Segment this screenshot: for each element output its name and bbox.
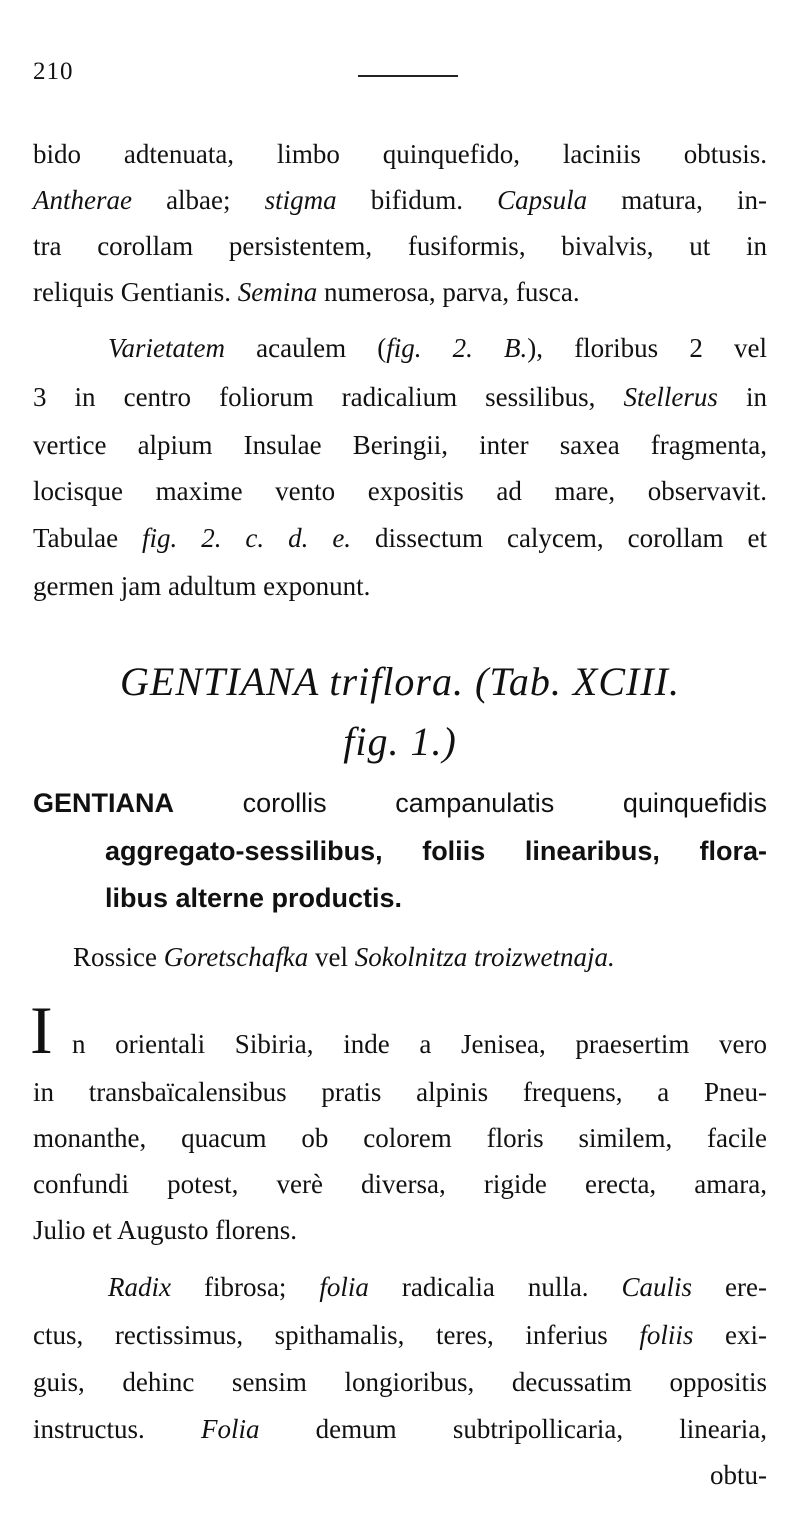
habitat-line-1: n orientali Sibiria, inde a Jenisea, praesertim vero — [72, 1029, 767, 1059]
variety-line-2: 3 in centro foliorum radicalium sessilibus, Stellerus in — [33, 382, 767, 412]
variety-line-3: vertice alpium Insulae Beringii, inter saxea fragmenta, — [33, 430, 767, 460]
diagnosis-line-3: libus alterne productis. — [105, 883, 403, 913]
header-rule — [358, 75, 458, 77]
intro-line-2: Antherae albae; stigma bifidum. Capsula matura, in- — [33, 185, 767, 215]
intro-line-1: bido adtenuata, limbo quinquefido, laciniis obtusis. — [33, 139, 767, 169]
catchword: obtu- — [710, 1460, 767, 1490]
diagnosis-line-2: aggregato-sessilibus, foliis linearibus, flora- — [105, 836, 767, 866]
description-line-1: Radix fibrosa; folia radicalia nulla. Caulis ere- — [108, 1272, 768, 1302]
species-title-figure-ref: fig. 1.) — [343, 719, 457, 764]
habitat-line-5: Julio et Augusto florens. — [33, 1215, 297, 1245]
description-line-2: ctus, rectissimus, spithamalis, teres, inferius foliis exi- — [33, 1320, 767, 1350]
intro-line-3: tra corollam persistentem, fusiformis, bivalvis, ut in — [33, 231, 767, 261]
intro-line-4: reliquis Gentianis. Semina numerosa, parva, fusca. — [33, 277, 580, 307]
variety-line-5: Tabulae fig. 2. c. d. e. dissectum calycem, corollam et — [33, 523, 767, 553]
habitat-line-3: monanthe, quacum ob colorem floris similem, facile — [33, 1123, 767, 1153]
russian-name: Rossice Goretschafka vel Sokolnitza troizwetnaja. — [73, 942, 615, 972]
variety-line-4: locisque maxime vento expositis ad mare, observavit. — [33, 476, 767, 506]
habitat-line-4: confundi potest, verè diversa, rigide erecta, amara, — [33, 1169, 767, 1199]
variety-line-6: germen jam adultum exponunt. — [33, 571, 371, 601]
description-line-4: instructus. Folia demum subtripollicaria, linearia, — [33, 1414, 767, 1444]
habitat-line-2: in transbaïcalensibus pratis alpinis frequens, a Pneu- — [33, 1077, 767, 1107]
page-number: 210 — [33, 58, 74, 85]
drop-cap-letter: I — [30, 992, 53, 1068]
diagnosis-line-1: GENTIANA corollis campanulatis quinquefidis — [33, 788, 767, 818]
variety-line-1: Varietatem acaulem (fig. 2. B.), floribus 2 vel — [108, 333, 767, 363]
species-title: GENTIANA triflora. (Tab. XCIII. — [120, 659, 680, 704]
description-line-3: guis, dehinc sensim longioribus, decussatim oppositis — [33, 1367, 767, 1397]
